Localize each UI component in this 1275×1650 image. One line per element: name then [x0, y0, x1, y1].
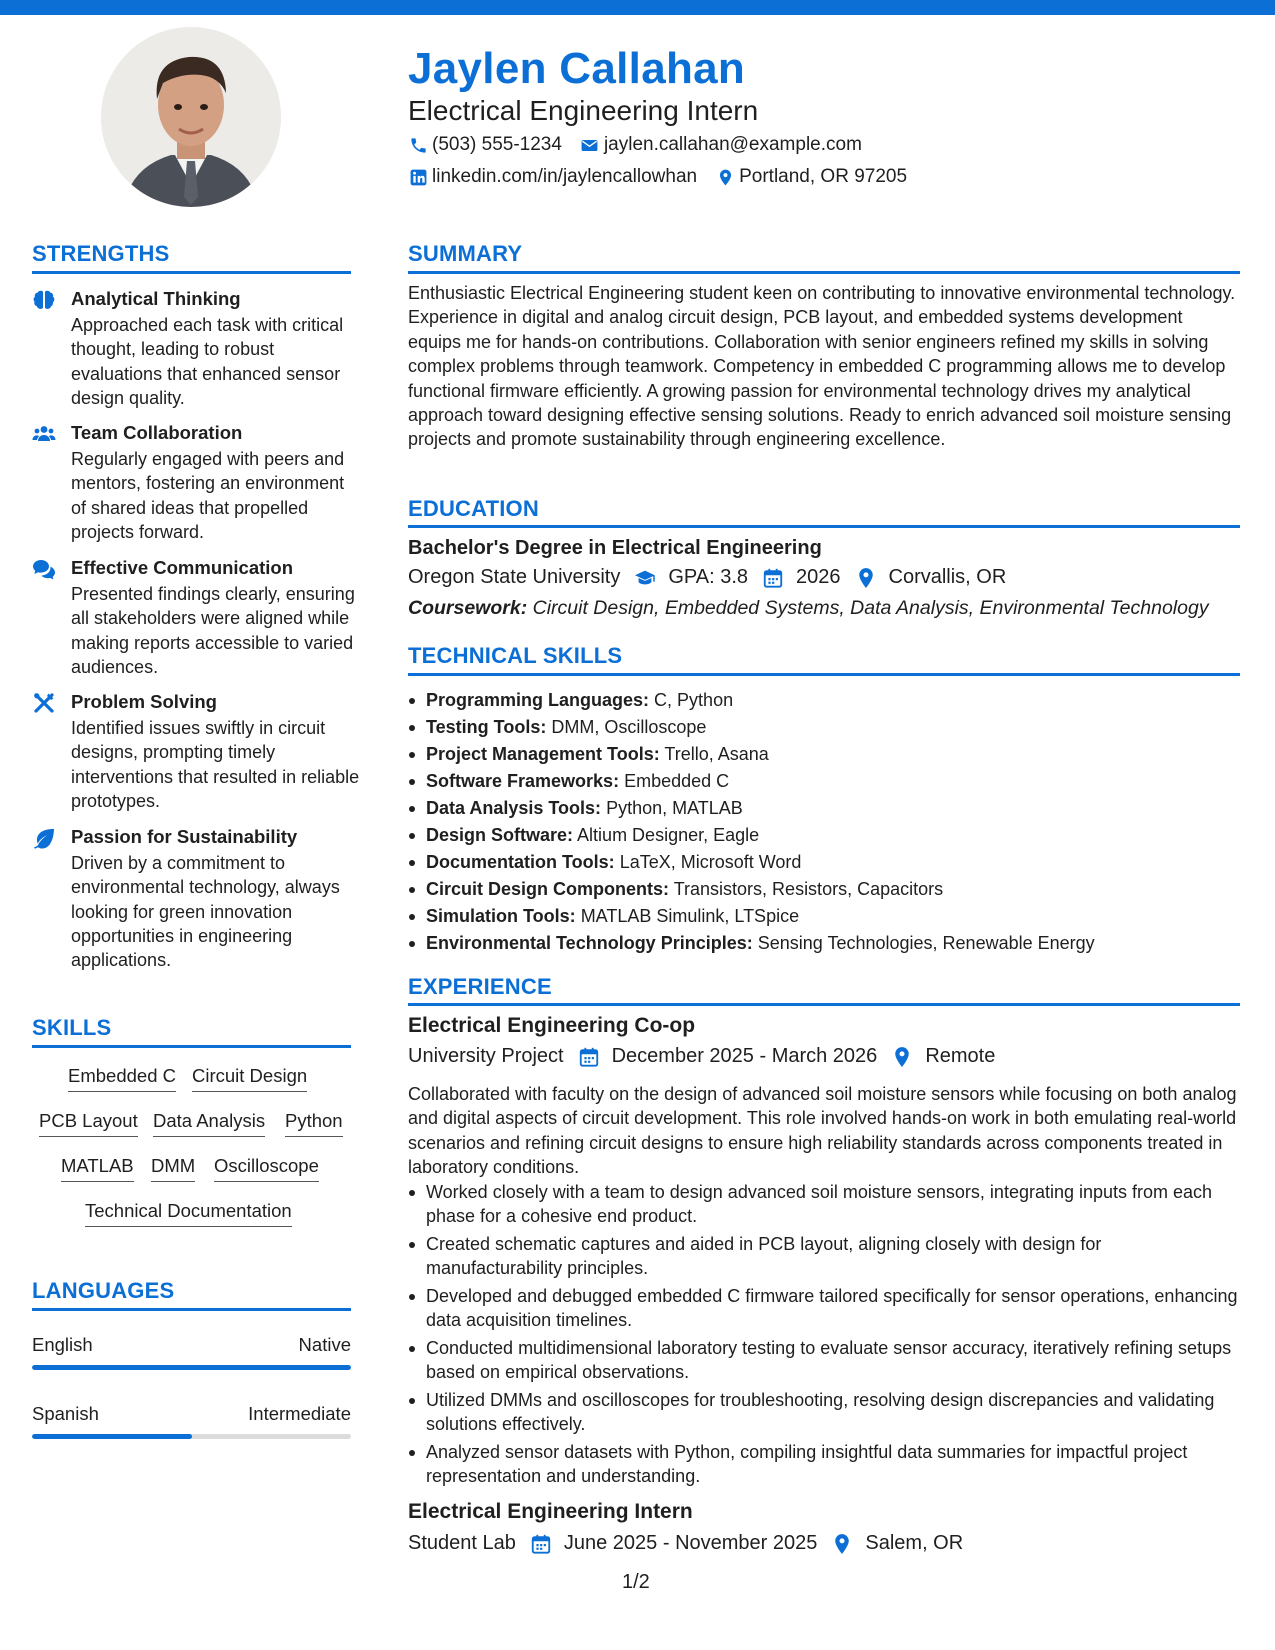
strength-item — [32, 691, 360, 811]
skill-values: Altium Designer, Eagle — [577, 825, 760, 845]
skill-category: Project Management Tools: — [426, 744, 660, 764]
list-item: Utilized DMMs and oscilloscopes for troubleshooting, resolving design discrepancies and validating solutions effectively. — [408, 1388, 1240, 1437]
strength-item — [32, 557, 355, 677]
language-level: Native — [298, 1334, 351, 1355]
technical-skills-rule — [408, 673, 1240, 676]
technical-skills-list — [408, 687, 1240, 957]
education-school: Oregon State University — [408, 566, 621, 588]
phone-icon — [408, 135, 428, 155]
email-icon — [580, 135, 600, 155]
skill-category: Environmental Technology Principles: — [426, 933, 753, 953]
contact-phone[interactable] — [408, 134, 562, 156]
location-text: Portland, OR 97205 — [739, 166, 908, 187]
skill-tag: Technical Documentation — [85, 1200, 292, 1227]
list-item: Created schematic captures and aided in PCB layout, aligning closely with design for manufacturability principles. — [408, 1232, 1240, 1281]
skill-tag: Python — [285, 1110, 343, 1137]
calendar-icon — [760, 567, 786, 589]
skills-rule — [32, 1045, 351, 1048]
skill-tag: DMM — [151, 1155, 195, 1182]
list-item — [408, 930, 1240, 957]
job-title: Electrical Engineering Co-op — [408, 1014, 696, 1037]
skill-category: Simulation Tools: — [426, 906, 576, 926]
contact-linkedin[interactable] — [408, 166, 697, 188]
education-rule — [408, 525, 1240, 528]
list-item — [408, 795, 1240, 822]
job-description: Collaborated with faculty on the design of advanced soil moisture sensors while focusing on both analog and digital aspects of circuit development. This role involved hands-on work in both emulating real-world scenarios and refining circuit designs to ensure high reliability standards across components treated in laboratory conditions. — [408, 1084, 1237, 1178]
list-item — [408, 876, 1240, 903]
language-level: Intermediate — [248, 1403, 351, 1424]
job-bullets — [408, 1180, 1240, 1492]
location-pin-icon — [829, 1533, 855, 1555]
skill-category: Programming Languages: — [426, 690, 650, 710]
contact-row-secondary — [408, 166, 925, 188]
strengths-heading: STRENGTHS — [32, 241, 170, 266]
language-proficiency-fill — [32, 1434, 192, 1439]
languages-rule — [32, 1308, 351, 1311]
strength-title: Effective Communication — [71, 557, 294, 578]
skill-tag: Embedded C — [68, 1065, 176, 1092]
education-year: 2026 — [796, 566, 841, 588]
strength-title: Problem Solving — [71, 691, 217, 712]
language-proficiency-bar — [32, 1365, 351, 1370]
skill-values: Sensing Technologies, Renewable Energy — [757, 933, 1095, 953]
list-item: Worked closely with a team to design advanced soil moisture sensors, integrating inputs from each phase for a cohesive end product. — [408, 1180, 1240, 1229]
brain-icon — [32, 289, 56, 311]
calendar-icon — [528, 1533, 554, 1555]
candidate-title: Electrical Engineering Intern — [408, 95, 759, 126]
job-title: Electrical Engineering Intern — [408, 1500, 693, 1523]
skill-tag: MATLAB — [61, 1155, 134, 1182]
contact-row-primary — [408, 134, 880, 156]
contact-email[interactable] — [580, 134, 862, 156]
page-number: 1/2 — [622, 1571, 650, 1593]
calendar-icon — [576, 1046, 602, 1068]
list-item: Analyzed sensor datasets with Python, compiling insightful data summaries for impactful project representation and understanding. — [408, 1440, 1240, 1489]
summary-text: Enthusiastic Electrical Engineering student keen on contributing to innovative environmental technology. Experience in digital and analog circuit design, PCB layout, and embedded systems development equips me for hands-on contributions. Collaboration with senior engineers refined my skills in solving complex problems through teamwork. Competency in embedded C programming allows me to develop functional firmware efficiently. A growing passion for environmental technology drives my analytical approach toward designing effective sensing solutions. Ready to enrich advanced soil moisture sensing projects and promote sustainability through engineering excellence. — [408, 283, 1236, 450]
skill-category: Design Software: — [426, 825, 574, 845]
location-pin-icon — [889, 1046, 915, 1068]
contact-location — [715, 166, 907, 188]
coursework-label: Coursework: — [408, 597, 528, 619]
strength-desc: Regularly engaged with peers and mentors, fostering an environment of shared ideas that propelled projects forward. — [71, 449, 345, 542]
skill-category: Circuit Design Components: — [426, 879, 670, 899]
list-item: Developed and debugged embedded C firmware tailored specifically for sensor operations, enhancing data acquisition timelines. — [408, 1284, 1240, 1333]
list-item: Conducted multidimensional laboratory testing to evaluate sensor accuracy, iteratively refining setups based on empirical observations. — [408, 1336, 1240, 1385]
list-item — [408, 768, 1240, 795]
skill-tag: Oscilloscope — [214, 1155, 319, 1182]
summary-rule — [408, 271, 1240, 274]
skill-tag: Circuit Design — [192, 1065, 307, 1092]
list-item — [408, 903, 1240, 930]
location-pin-icon — [715, 167, 735, 187]
skill-tag: Data Analysis — [153, 1110, 265, 1137]
education-heading: EDUCATION — [408, 496, 539, 521]
strength-title: Passion for Sustainability — [71, 826, 298, 847]
experience-heading: EXPERIENCE — [408, 974, 552, 999]
linkedin-text: linkedin.com/in/jaylencallowhan — [432, 166, 698, 187]
candidate-name: Jaylen Callahan — [408, 44, 746, 93]
job-meta — [408, 1045, 995, 1068]
profile-photo — [101, 27, 281, 207]
coursework-list: Circuit Design, Embedded Systems, Data Analysis, Environmental Technology — [532, 597, 1209, 619]
technical-skills-heading: TECHNICAL SKILLS — [408, 643, 623, 668]
strength-desc: Driven by a commitment to environmental technology, always looking for green innovation opportunities in engineering applications. — [71, 853, 340, 971]
job-meta — [408, 1532, 963, 1555]
job-location: Remote — [925, 1045, 996, 1067]
email-text: jaylen.callahan@example.com — [603, 134, 862, 155]
summary-heading: SUMMARY — [408, 241, 523, 266]
strength-title: Team Collaboration — [71, 422, 243, 443]
education-meta — [408, 566, 1006, 589]
skill-category: Testing Tools: — [426, 717, 547, 737]
education-location: Corvallis, OR — [888, 566, 1007, 588]
skill-category: Documentation Tools: — [426, 852, 615, 872]
location-pin-icon — [853, 567, 879, 589]
phone-text: (503) 555-1234 — [432, 134, 562, 155]
job-dates: June 2025 - November 2025 — [563, 1532, 818, 1554]
skill-category: Software Frameworks: — [426, 771, 620, 791]
language-proficiency-bar — [32, 1434, 351, 1439]
strength-item — [32, 826, 352, 971]
strength-item — [32, 288, 352, 408]
skill-values: Trello, Asana — [664, 744, 769, 764]
skill-values: Python, MATLAB — [606, 798, 743, 818]
skill-values: Embedded C — [624, 771, 730, 791]
strength-desc: Presented findings clearly, ensuring all stakeholders were aligned while making reports accessible to varied audiences. — [71, 584, 355, 677]
strength-desc: Approached each task with critical thought, leading to robust evaluations that enhanced sensor design quality. — [71, 315, 344, 408]
language-name: Spanish — [32, 1403, 99, 1424]
list-item — [408, 741, 1240, 768]
job-dates: December 2025 - March 2026 — [611, 1045, 878, 1067]
users-icon — [32, 423, 56, 445]
strength-item — [32, 422, 352, 542]
graduation-cap-icon — [632, 567, 658, 589]
skill-values: LaTeX, Microsoft Word — [619, 852, 802, 872]
language-proficiency-fill — [32, 1365, 351, 1370]
strength-title: Analytical Thinking — [71, 288, 241, 309]
skill-category: Data Analysis Tools: — [426, 798, 602, 818]
language-name: English — [32, 1334, 93, 1355]
top-accent-bar — [0, 0, 1275, 15]
education-gpa: GPA: 3.8 — [668, 566, 748, 588]
skill-values: DMM, Oscilloscope — [551, 717, 707, 737]
strength-desc: Identified issues swiftly in circuit designs, prompting timely interventions that resulted in reliable prototypes. — [71, 718, 360, 811]
list-item — [408, 849, 1240, 876]
languages-heading: LANGUAGES — [32, 1278, 175, 1303]
list-item — [408, 714, 1240, 741]
list-item — [408, 687, 1240, 714]
linkedin-icon — [408, 167, 428, 187]
strengths-rule — [32, 271, 351, 274]
job-location: Salem, OR — [865, 1532, 964, 1554]
education-degree: Bachelor's Degree in Electrical Engineering — [408, 537, 822, 559]
skills-heading: SKILLS — [32, 1015, 112, 1040]
education-coursework — [408, 597, 1209, 620]
job-org: Student Lab — [408, 1532, 516, 1554]
chat-icon — [32, 558, 56, 580]
skill-values: C, Python — [654, 690, 734, 710]
experience-rule — [408, 1003, 1240, 1006]
job-org: University Project — [408, 1045, 564, 1067]
skill-values: MATLAB Simulink, LTSpice — [580, 906, 800, 926]
skill-tag: PCB Layout — [39, 1110, 138, 1137]
leaf-icon — [32, 827, 56, 849]
list-item — [408, 822, 1240, 849]
tools-icon — [32, 692, 56, 714]
skill-values: Transistors, Resistors, Capacitors — [673, 879, 944, 899]
